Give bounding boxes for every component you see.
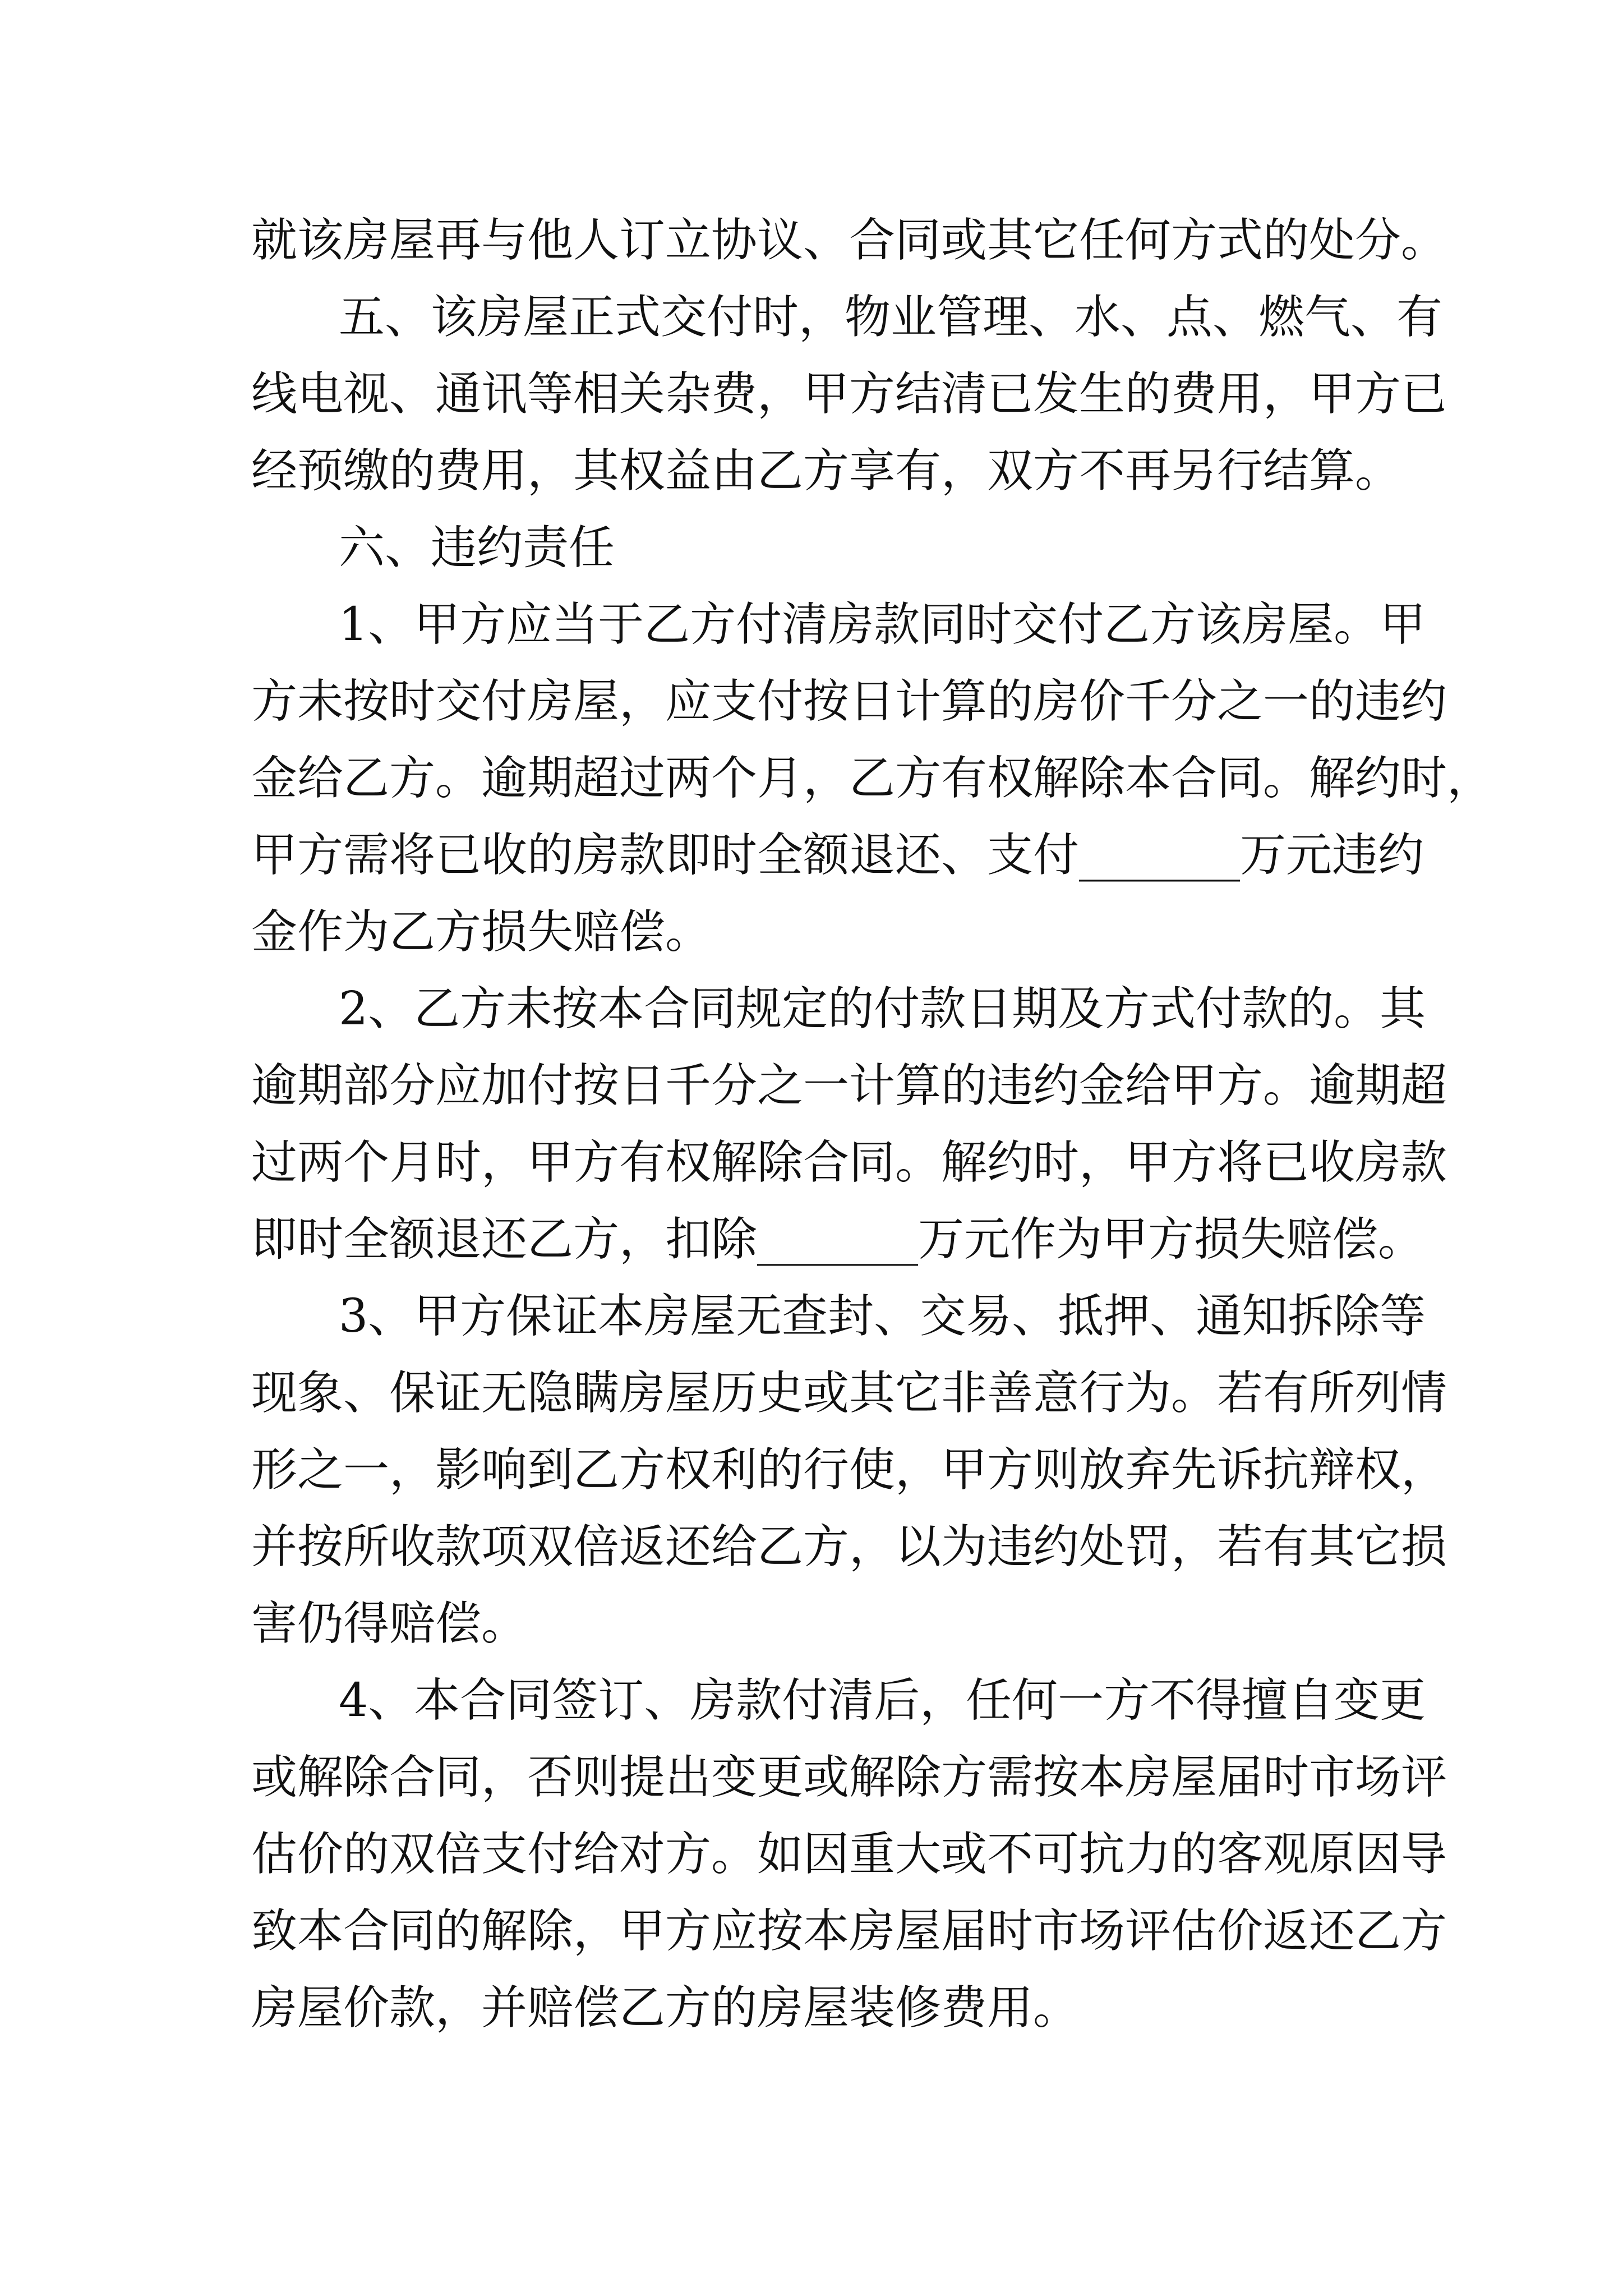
contract-text — [251, 202, 1493, 2046]
text-line: 2、乙方未按本合同规定的付款日期及方式付款的。其 — [339, 982, 1426, 1036]
text-line: 房屋价款，并赔偿乙方的房屋装修费用。 — [251, 1981, 1080, 2035]
text-line: 形之一，影响到乙方权利的行使，甲方则放弃先诉抗辩权， — [251, 1443, 1447, 1497]
text-line: 就该房屋再与他人订立协议、合同或其它任何方式的处分。 — [251, 214, 1447, 267]
text-line: 害仍得赔偿。 — [251, 1597, 528, 1650]
text-line: 逾期部分应加付按日千分之一计算的违约金给甲方。逾期超 — [251, 1059, 1447, 1112]
text-line: 3、甲方保证本房屋无查封、交易、抵押、通知拆除等 — [339, 1290, 1426, 1343]
text-line: 金作为乙方损失赔偿。 — [251, 905, 712, 959]
text-line: 线电视、通讯等相关杂费，甲方结清已发生的费用，甲方已 — [251, 367, 1447, 421]
text-line: 五、该房屋正式交付时，物业管理、水、点、燃气、有 — [339, 291, 1443, 344]
text-line: 现象、保证无隐瞒房屋历史或其它非善意行为。若有所列情 — [251, 1366, 1447, 1420]
text-line: 经预缴的费用，其权益由乙方享有，双方不再另行结算。 — [251, 444, 1401, 498]
text-line: 估价的双倍支付给对方。如因重大或不可抗力的客观原因导 — [251, 1828, 1447, 1881]
text-line: 致本合同的解除，甲方应按本房屋届时市场评估价返还乙方 — [251, 1904, 1447, 1958]
text-line: 方未按时交付房屋，应支付按日计算的房价千分之一的违约 — [251, 675, 1447, 728]
text-line: 金给乙方。逾期超过两个月，乙方有权解除本合同。解约时， — [251, 752, 1493, 805]
text-line: 4、本合同签订、房款付清后，任何一方不得擅自变更 — [339, 1674, 1426, 1727]
text-line: 即时全额退还乙方，扣除_______万元作为甲方损失赔偿。 — [251, 1213, 1424, 1266]
section-heading: 六、违约责任 — [339, 521, 615, 574]
text-line: 或解除合同，否则提出变更或解除方需按本房屋届时市场评 — [251, 1751, 1447, 1804]
text-line: 并按所收款项双倍返还给乙方，以为违约处罚，若有其它损 — [251, 1520, 1447, 1573]
text-line: 甲方需将已收的房款即时全额退还、支付_______万元违约 — [251, 829, 1424, 882]
text-line: 过两个月时，甲方有权解除合同。解约时，甲方将已收房款 — [251, 1136, 1447, 1189]
text-line: 1、甲方应当于乙方付清房款同时交付乙方该房屋。甲 — [339, 598, 1426, 651]
